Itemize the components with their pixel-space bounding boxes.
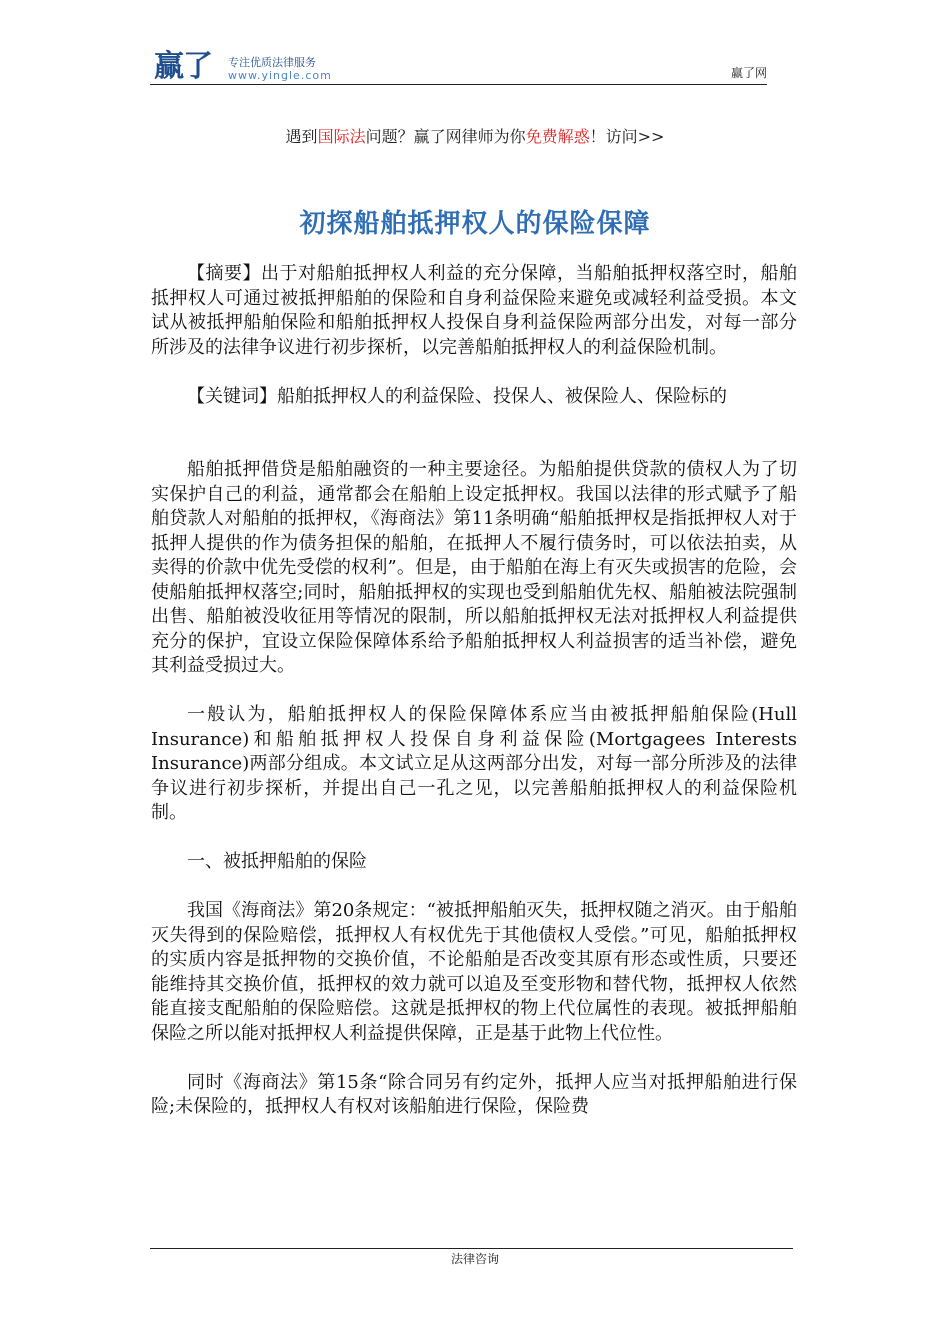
body-paragraph: 船舶抵押借贷是船舶融资的一种主要途径。为船舶提供贷款的债权人为了切实保护自己的利益，通常都会在船舶上设定抵押权。我国以法律的形式赋予了船舶贷款人对船舶的抵押权，《海商法》第11条明确“船舶抵押权是指抵押权人对于抵押人提供的作为债务担保的船舶，在抵押人不履行债务时，可以依法拍卖，从卖得的价款中优先受偿的权利”。但是，由于船舶在海上有灭失或损害的危险，会使船舶抵押权落空;同时，船舶抵押权的实现也受到船舶优先权、船舶被法院强制出售、船舶被没收征用等情况的限制，所以船舶抵押权无法对抵押权人利益提供充分的保护，宜设立保险保障体系给予船舶抵押权人利益损害的适当补偿，避免其利益受损过大。 (151, 459, 797, 676)
footer-divider (150, 1248, 793, 1249)
page-footer: 法律咨询 (450, 1252, 499, 1266)
logo-url: www.yingle.com (228, 69, 332, 82)
article-body (151, 262, 797, 1144)
keywords-paragraph: 【关键词】船舶抵押权人的利益保险、投保人、被保险人、保险标的 (187, 385, 727, 407)
logo-slogan: 专注优质法律服务 (228, 56, 316, 69)
article-title: 初探船舶抵押权人的保险保障 (299, 209, 651, 239)
body-paragraph: 同时《海商法》第15条“除合同另有约定外，抵押人应当对抵押船舶进行保险;未保险的，抵押权人有权对该船舶进行保险，保险费 (151, 1071, 797, 1117)
site-logo[interactable] (154, 50, 354, 84)
body-paragraph: 一般认为，船舶抵押权人的保险保障体系应当由被抵押船舶保险(Hull Insurance)和船舶抵押权人投保自身利益保险(Mortgagees Interests Insurance)两部分组成。本文试立足从这两部分出发，对每一部分所涉及的法律争议进行初步探析，并提出自己一孔之见，以完善船舶抵押权人的利益保险机制。 (151, 704, 797, 823)
notice-link-free-consult[interactable]: 免费解惑 (525, 127, 590, 146)
notice-text-1: 遇到 (285, 127, 318, 146)
logo-mark: 赢了 (154, 49, 212, 84)
header-site-name: 赢了网 (730, 66, 767, 80)
section-heading: 一、被抵押船舶的保险 (187, 851, 367, 872)
notice-text-3[interactable]: ！访问>> (589, 127, 665, 146)
notice-text-2: 问题？赢了网律师为你 (365, 127, 526, 146)
abstract-paragraph: 【摘要】出于对船舶抵押权人利益的充分保障，当船舶抵押权落空时，船舶抵押权人可通过被抵押船舶的保险和自身利益保险来避免或减轻利益受损。本文试从被抵押船舶保险和船舶抵押权人投保自身利益保险两部分出发，对每一部分所涉及的法律争议进行初步探析，以完善船舶抵押权人的利益保险机制。 (151, 263, 797, 358)
notice-link-international-law[interactable]: 国际法 (317, 127, 366, 146)
body-paragraph: 我国《海商法》第20条规定：“被抵押船舶灭失，抵押权随之消灭。由于船舶灭失得到的保险赔偿，抵押权人有权优先于其他债权人受偿。”可见，船舶抵押权的实质内容是抵押物的交换价值，不论船舶是否改变其原有形态或性质，只要还能维持其交换价值，抵押权的效力就可以追及至变形物和替代物，抵押权人依然能直接支配船舶的保险赔偿。这就是抵押权的物上代位属性的表现。被抵押船舶保险之所以能对抵押权人利益提供保障，正是基于此物上代位性。 (151, 900, 797, 1044)
promo-notice (0, 124, 950, 147)
page-header (150, 50, 767, 85)
